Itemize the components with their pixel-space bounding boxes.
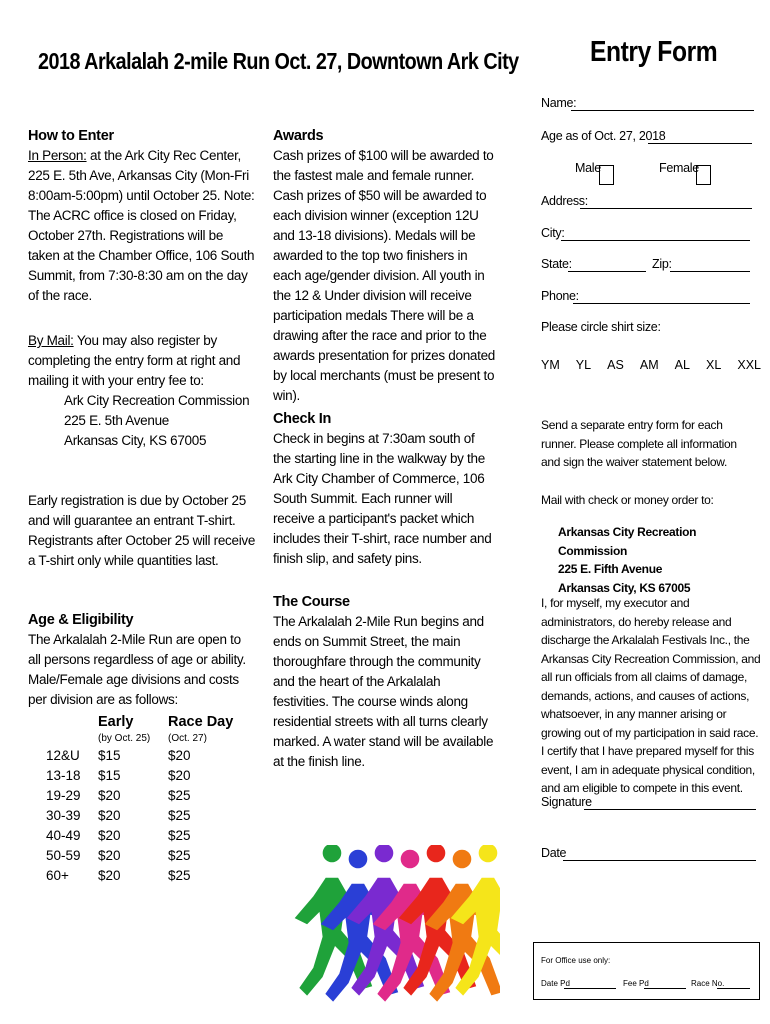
in-person-label: In Person: xyxy=(28,148,87,163)
race-day-fee-cell: $25 xyxy=(168,848,191,863)
shirt-size-option[interactable]: AM xyxy=(639,358,659,372)
fee-paid-label: Fee Pd xyxy=(623,979,649,988)
shirt-size-prompt: Please circle shirt size: xyxy=(541,320,661,334)
mail-address-line-3: Arkansas City, KS 67005 xyxy=(558,580,691,595)
table-row xyxy=(46,766,248,786)
age-cell: 12&U xyxy=(46,748,80,763)
course-text: The Arkalalah 2-Mile Run begins and ends on Summit Street, the main thoroughfare through the community and the heart of the Arkalalah festivities. The course winds along residential streets with all turns clearly marked. A water stand will be available at the finish line. xyxy=(273,614,494,769)
runners-illustration xyxy=(290,845,500,1020)
mail-note: Mail with check or money order to: xyxy=(541,493,714,507)
date-paid-label: Date Pd xyxy=(541,979,570,988)
check-in-heading: Check In xyxy=(273,411,332,427)
early-column-header: Early xyxy=(98,714,134,730)
early-fee-cell: $15 xyxy=(98,768,121,783)
waiver-statement: I, for myself, my executor and administrators, do hereby release and discharge the Arkalalah Festivals Inc., the Arkansas City Recreation Commission, and all run officials from all claims of damage, demands, actions, and causes of actions, whatsoever, in any manner arising or growing out of my participation in said race. I certify that I have prepared myself for this event, I am in adequate physical condition, and am eligible to compete in this event. xyxy=(541,596,761,795)
by-mail-section xyxy=(28,331,256,451)
shirt-size-option[interactable]: YM xyxy=(541,358,560,372)
table-row xyxy=(46,826,248,846)
early-fee-cell: $20 xyxy=(98,868,121,883)
male-checkbox[interactable] xyxy=(599,165,614,185)
state-field[interactable] xyxy=(568,271,646,272)
phone-label: Phone: xyxy=(541,289,579,303)
race-day-column-subheader: (Oct. 27) xyxy=(168,733,207,744)
address-field[interactable] xyxy=(580,208,752,209)
age-cell: 13-18 xyxy=(46,768,81,783)
race-number-field[interactable] xyxy=(717,988,750,989)
shirt-size-option[interactable]: YL xyxy=(575,358,592,372)
address-label: Address: xyxy=(541,194,588,208)
zip-label: Zip: xyxy=(652,257,672,271)
date-label: Date xyxy=(541,846,567,860)
table-row xyxy=(46,866,248,886)
age-field[interactable] xyxy=(648,143,752,144)
mail-address-line-2: 225 E. 5th Avenue xyxy=(64,413,169,428)
fee-table-subheader xyxy=(46,732,248,746)
age-eligibility-heading: Age & Eligibility xyxy=(28,612,134,628)
awards-section xyxy=(273,126,495,406)
age-cell: 60+ xyxy=(46,868,69,883)
by-mail-paragraph xyxy=(28,331,256,391)
fee-table-header xyxy=(46,712,248,732)
race-day-fee-cell: $25 xyxy=(168,808,191,823)
zip-field[interactable] xyxy=(670,271,750,272)
state-label: State: xyxy=(541,257,572,271)
early-fee-cell: $15 xyxy=(98,748,121,763)
early-fee-cell: $20 xyxy=(98,828,121,843)
early-fee-cell: $20 xyxy=(98,788,121,803)
table-row xyxy=(46,806,248,826)
shirt-size-options xyxy=(541,358,761,372)
mail-address-line-1: Arkansas City Recreation Commission xyxy=(558,525,697,558)
shirt-size-option[interactable]: XL xyxy=(706,358,722,372)
fee-table xyxy=(46,712,248,886)
check-in-text: Check in begins at 7:30am south of the starting line in the walkway by the Ark City Chamber of Commerce, 106 South Summit. Each runner will receive a participant's packet which includes their T-shirt, race number and finish slip, and safety pins. xyxy=(273,431,492,566)
race-day-fee-cell: $20 xyxy=(168,748,191,763)
female-checkbox[interactable] xyxy=(696,165,711,185)
early-registration-section xyxy=(28,491,256,571)
by-mail-label: By Mail: xyxy=(28,333,74,348)
table-row xyxy=(46,846,248,866)
by-mail-text: You may also register by completing the entry form at right and mailing it with your entry fee to: xyxy=(28,333,241,388)
how-to-enter-heading: How to Enter xyxy=(28,128,114,144)
office-use-label: For Office use only: xyxy=(541,956,611,965)
race-number-label: Race No. xyxy=(691,979,725,988)
age-cell: 50-59 xyxy=(46,848,81,863)
early-fee-cell: $20 xyxy=(98,808,121,823)
in-person-text: at the Ark City Rec Center, 225 E. 5th Ave, Arkansas City (Mon-Fri 8:00am-5:00pm) until October 25. Note: The ACRC office is closed on Friday, October 27th. Registrations will be taken at the Chamber Office, 106 South Summit, from 7:30-8:30 am on the day of the race. xyxy=(28,148,255,303)
phone-field[interactable] xyxy=(573,303,750,304)
name-label: Name: xyxy=(541,96,577,110)
age-eligibility-section xyxy=(28,610,256,710)
separate-entry-note: Send a separate entry form for each runner. Please complete all information and sign the waiver statement below. xyxy=(541,418,737,469)
race-day-fee-cell: $25 xyxy=(168,868,191,883)
name-field[interactable] xyxy=(571,110,754,111)
signature-field[interactable] xyxy=(584,809,756,810)
awards-heading: Awards xyxy=(273,128,324,144)
check-in-section xyxy=(273,409,495,569)
course-section xyxy=(273,592,495,772)
early-registration-text: Early registration is due by October 25 and will guarantee an entrant T-shirt. Registrants after October 25 will receive a T-shirt only while quantities last. xyxy=(28,493,256,568)
shirt-size-option[interactable]: AS xyxy=(607,358,624,372)
shirt-size-option[interactable]: XXL xyxy=(737,358,761,372)
age-label: Age as of Oct. 27, 2018 xyxy=(541,129,666,143)
age-eligibility-text: The Arkalalah 2-Mile Run are open to all persons regardless of age or ability. Male/Female age divisions and costs per division are as follows: xyxy=(28,632,246,707)
date-paid-field[interactable] xyxy=(564,988,616,989)
awards-text: Cash prizes of $100 will be awarded to the fastest male and female runner. Cash prizes of $50 will be awarded to each division winner (exception 12U and 13-18 divisions). Medals will be awarded to the top two finishers in each age/gender division. All youth in the 12 & Under division will receive participation medals There will be a drawing after the race and prior to the awards presentation for prizes donated by local merchants (must be present to win). xyxy=(273,148,495,403)
mail-address-line-2: 225 E. Fifth Avenue xyxy=(558,562,663,576)
city-label: City: xyxy=(541,226,565,240)
age-cell: 19-29 xyxy=(46,788,81,803)
race-day-fee-cell: $20 xyxy=(168,768,191,783)
race-day-fee-cell: $25 xyxy=(168,788,191,803)
age-cell: 30-39 xyxy=(46,808,81,823)
table-row xyxy=(46,786,248,806)
in-person-paragraph xyxy=(28,146,256,306)
date-field[interactable] xyxy=(563,860,756,861)
table-row xyxy=(46,746,248,766)
mail-address-line-3: Arkansas City, KS 67005 xyxy=(64,433,207,448)
fee-paid-field[interactable] xyxy=(644,988,686,989)
race-day-fee-cell: $25 xyxy=(168,828,191,843)
early-column-subheader: (by Oct. 25) xyxy=(98,733,151,744)
race-day-column-header: Race Day xyxy=(168,714,234,730)
signature-label: Signature xyxy=(541,795,592,809)
entry-form-title: Entry Form xyxy=(590,36,718,68)
city-field[interactable] xyxy=(561,240,750,241)
page-title: 2018 Arkalalah 2-mile Run Oct. 27, Downtown Ark City xyxy=(38,48,519,74)
female-label: Female xyxy=(659,161,699,175)
course-heading: The Course xyxy=(273,594,350,610)
mail-address-block xyxy=(558,523,768,597)
how-to-enter-section xyxy=(28,126,256,306)
office-use-box xyxy=(533,942,760,1000)
early-fee-cell: $20 xyxy=(98,848,121,863)
shirt-size-option[interactable]: AL xyxy=(674,358,690,372)
male-label: Male xyxy=(575,161,601,175)
mail-address-line-1: Ark City Recreation Commission xyxy=(64,393,250,408)
age-cell: 40-49 xyxy=(46,828,81,843)
